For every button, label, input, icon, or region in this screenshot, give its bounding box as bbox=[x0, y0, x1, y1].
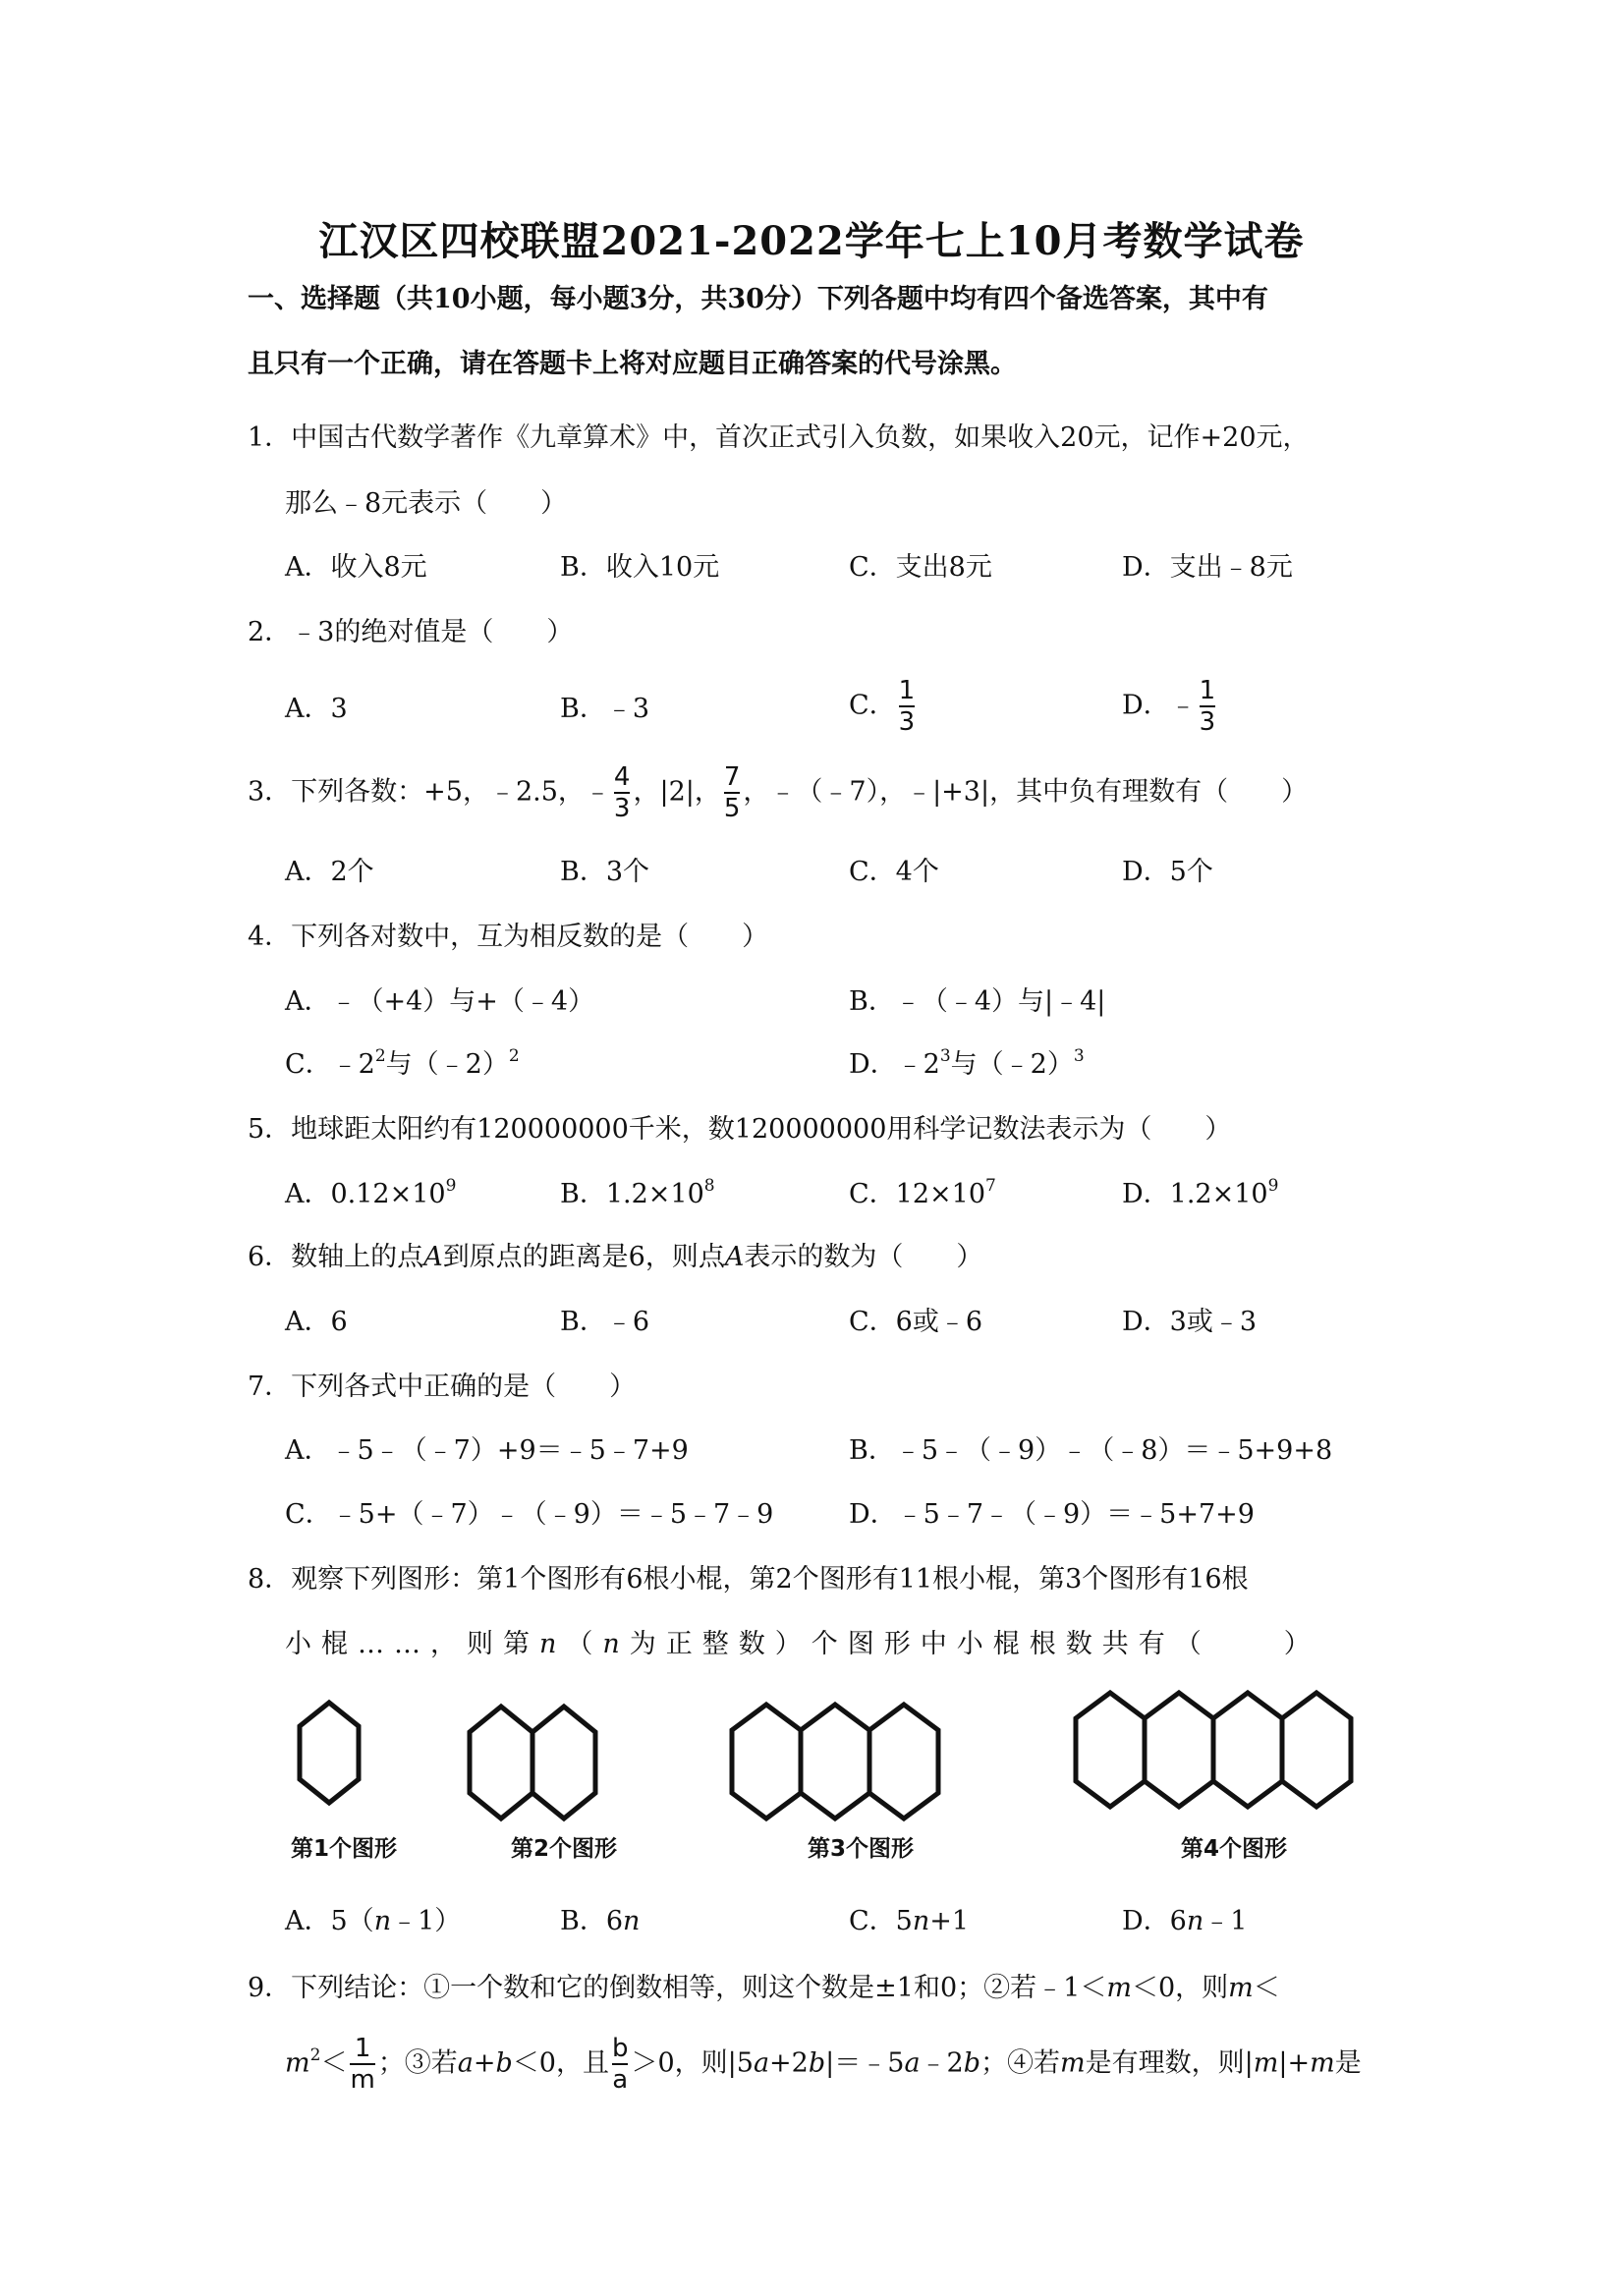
q3-fraction-4-3 bbox=[614, 764, 631, 821]
q9-line2-part6: ﹣2 bbox=[920, 2047, 964, 2079]
q8-var-n: n bbox=[623, 1906, 641, 1936]
q6-option-b: B．﹣6 bbox=[560, 1307, 650, 1337]
q9-var-m: m bbox=[285, 2047, 310, 2079]
q3-stem bbox=[248, 764, 1397, 821]
q3-fraction-7-5 bbox=[724, 764, 741, 821]
q8-var-n: n bbox=[539, 1629, 567, 1659]
q3-option-b: B．3个 bbox=[560, 857, 650, 887]
exponent: 9 bbox=[1267, 1176, 1279, 1196]
exponent: 2 bbox=[309, 2044, 321, 2065]
fraction-numerator: 7 bbox=[723, 762, 741, 792]
q9-line2-part8: 是有理数，则| bbox=[1085, 2047, 1254, 2079]
q8-option-b-part1: B．6 bbox=[560, 1906, 624, 1936]
q7-stem: 7．下列各式中正确的是（ ） bbox=[248, 1372, 637, 1402]
figure-1-hexagons bbox=[300, 1703, 359, 1803]
q6-stem bbox=[248, 1242, 1397, 1273]
q4-option-d-part1: D．﹣2 bbox=[849, 1049, 940, 1080]
q5-option-a bbox=[285, 1176, 457, 1210]
q1-option-d: D．支出﹣8元 bbox=[1122, 552, 1293, 583]
exponent: 3 bbox=[1073, 1046, 1085, 1066]
fraction-numerator: b bbox=[611, 2034, 629, 2063]
hexagon bbox=[869, 1705, 938, 1819]
q2-option-c-fraction bbox=[899, 678, 916, 735]
figure-2-hexagons bbox=[470, 1707, 595, 1819]
q8-option-d-part2: ﹣1 bbox=[1203, 1906, 1248, 1936]
q9-var-m: m bbox=[1228, 1973, 1254, 2003]
q8-option-c-part2: +1 bbox=[929, 1906, 970, 1936]
q8-option-d bbox=[1122, 1906, 1247, 1937]
hexagon bbox=[532, 1707, 595, 1819]
fraction-numerator: 1 bbox=[1199, 676, 1216, 705]
q8-var-n: n bbox=[373, 1906, 392, 1936]
q9-line2-part10: 是 bbox=[1334, 2047, 1362, 2079]
q5-option-b bbox=[560, 1176, 715, 1210]
q2-option-d bbox=[1122, 678, 1218, 735]
q9-fraction-1-m bbox=[350, 2036, 374, 2093]
q9-line2-part1: ；③若 bbox=[377, 2047, 458, 2079]
q2-option-d-fraction bbox=[1200, 678, 1216, 735]
figure-3-label: 第3个图形 bbox=[808, 1836, 915, 1862]
q6-var-a: A bbox=[423, 1242, 443, 1272]
q8-option-a-part2: ﹣1） bbox=[391, 1906, 462, 1936]
figure-4-hexagons bbox=[1076, 1693, 1351, 1807]
q9-var-m: m bbox=[1060, 2047, 1086, 2079]
exponent: 9 bbox=[445, 1176, 457, 1196]
hexagon bbox=[732, 1705, 801, 1819]
exponent: 2 bbox=[508, 1046, 520, 1066]
q9-stem-line1 bbox=[248, 1973, 1397, 2004]
exponent: 7 bbox=[985, 1176, 996, 1196]
q2-option-a: A．3 bbox=[285, 694, 348, 724]
q5-option-d bbox=[1122, 1176, 1279, 1210]
q8-line2-part1: 小棍……，则第 bbox=[285, 1629, 539, 1659]
fraction-numerator: 1 bbox=[354, 2034, 371, 2063]
q9-var-a: a bbox=[904, 2047, 921, 2079]
q7-option-c: C．﹣5+（﹣7）﹣（﹣9）＝﹣5﹣7﹣9 bbox=[285, 1499, 774, 1530]
exponent: 3 bbox=[939, 1046, 951, 1066]
figure-1-label: 第1个图形 bbox=[291, 1836, 398, 1862]
q9-line2-part7: ；④若 bbox=[980, 2047, 1061, 2079]
fraction-denominator: a bbox=[612, 2065, 629, 2095]
fraction-denominator: 5 bbox=[723, 794, 741, 823]
q8-option-a bbox=[285, 1906, 461, 1937]
q9-line2-part3: ＞0，则|5 bbox=[631, 2047, 754, 2079]
q9-var-m: m bbox=[1310, 2047, 1335, 2079]
q4-option-c-part1: C．﹣2 bbox=[285, 1049, 375, 1080]
figure-4-label: 第4个图形 bbox=[1181, 1836, 1288, 1862]
q9-var-m: m bbox=[1253, 2047, 1279, 2079]
q8-option-b bbox=[560, 1906, 640, 1937]
q9-line1-part1: 9．下列结论：①一个数和它的倒数相等，则这个数是±1和0；②若﹣1＜ bbox=[248, 1973, 1107, 2003]
q8-hexagon-figures bbox=[285, 1685, 1425, 1881]
section1-line1: 一、选择题（共10小题，每小题3分，共30分）下列各题中均有四个备选答案，其中有 bbox=[248, 284, 1268, 314]
q8-line2-part2: （ bbox=[566, 1629, 603, 1659]
fraction-numerator: 1 bbox=[898, 676, 916, 705]
q8-option-c-part1: C．5 bbox=[849, 1906, 913, 1936]
fraction-denominator: m bbox=[350, 2065, 375, 2095]
q8-option-c bbox=[849, 1906, 969, 1937]
q3-option-c: C．4个 bbox=[849, 857, 939, 887]
q4-stem: 4．下列各对数中，互为相反数的是（ ） bbox=[248, 922, 769, 952]
q6-part2: 到原点的距离是6，则点 bbox=[442, 1242, 725, 1272]
q7-option-a: A．﹣5﹣（﹣7）+9＝﹣5﹣7+9 bbox=[285, 1435, 689, 1466]
q6-option-d: D．3或﹣3 bbox=[1122, 1307, 1258, 1337]
q6-option-c: C．6或﹣6 bbox=[849, 1307, 983, 1337]
q2-option-c-prefix: C． bbox=[849, 690, 896, 721]
fraction-numerator: 4 bbox=[613, 762, 631, 792]
q8-stem-line2 bbox=[285, 1629, 1395, 1660]
hexagon bbox=[300, 1703, 359, 1803]
q5-option-b-base: B．1.2×10 bbox=[560, 1179, 704, 1209]
hexagon bbox=[801, 1705, 869, 1819]
hexagon bbox=[1076, 1693, 1145, 1807]
q9-fraction-b-a bbox=[612, 2036, 629, 2093]
q7-option-d: D．﹣5﹣7﹣（﹣9）＝﹣5+7+9 bbox=[849, 1499, 1255, 1530]
q9-line2-part2: ＜0，且 bbox=[512, 2047, 609, 2079]
q2-stem: 2．﹣3的绝对值是（ ） bbox=[248, 617, 574, 647]
q2-option-b: B．﹣3 bbox=[560, 694, 650, 724]
q6-var-a: A bbox=[724, 1242, 745, 1272]
hexagon bbox=[1145, 1693, 1213, 1807]
exponent: 8 bbox=[703, 1176, 715, 1196]
q4-option-d bbox=[849, 1046, 1085, 1081]
q1-option-a: A．收入8元 bbox=[285, 552, 427, 583]
q8-option-a-part1: A．5（ bbox=[285, 1906, 374, 1936]
q8-line2-part3: 为正整数）个图形中小棍根数共有（ ） bbox=[629, 1629, 1320, 1659]
fraction-denominator: 3 bbox=[613, 794, 631, 823]
q2-option-c bbox=[849, 678, 918, 735]
q9-line1-part3: ＜ bbox=[1253, 1973, 1280, 2003]
q9-var-m: m bbox=[1106, 1973, 1132, 2003]
q8-stem-line1: 8．观察下列图形：第1个图形有6根小棍，第2个图形有11根小棍，第3个图形有16根 bbox=[248, 1564, 1249, 1595]
q8-var-n: n bbox=[1186, 1906, 1204, 1936]
section1-line2: 且只有一个正确，请在答题卡上将对应题目正确答案的代号涂黑。 bbox=[248, 349, 1017, 379]
q3-option-a: A．2个 bbox=[285, 857, 374, 887]
q6-part3: 表示的数为（ ） bbox=[744, 1242, 983, 1272]
q5-option-c-base: C．12×10 bbox=[849, 1179, 985, 1209]
q8-var-n: n bbox=[602, 1629, 630, 1659]
q9-a-plus-b: a+b bbox=[457, 2047, 513, 2079]
q4-option-c-part2: 与（﹣2） bbox=[385, 1049, 509, 1080]
q9-line2-part9: |+ bbox=[1278, 2047, 1311, 2079]
q9-var-b: b bbox=[808, 2047, 826, 2079]
q4-option-a: A．﹣（+4）与+（﹣4） bbox=[285, 986, 595, 1017]
hexagon bbox=[1282, 1693, 1351, 1807]
q5-option-a-base: A．0.12×10 bbox=[285, 1179, 446, 1209]
fraction-denominator: 3 bbox=[1199, 707, 1216, 737]
q7-option-b: B．﹣5﹣（﹣9）﹣（﹣8）＝﹣5+9+8 bbox=[849, 1435, 1333, 1466]
q3-part2: ，|2|， bbox=[633, 776, 721, 808]
q2-option-d-prefix: D．﹣ bbox=[1122, 690, 1197, 721]
hexagon bbox=[1213, 1693, 1282, 1807]
q9-line2-part5: |＝﹣5 bbox=[825, 2047, 905, 2079]
q1-option-b: B．收入10元 bbox=[560, 552, 720, 583]
q9-stem-line2 bbox=[285, 2036, 1395, 2093]
q3-part1: 3．下列各数：+5，﹣2.5，﹣ bbox=[248, 776, 611, 808]
q4-option-d-part2: 与（﹣2） bbox=[950, 1049, 1074, 1080]
page-title: 江汉区四校联盟2021-2022学年七上10月考数学试卷 bbox=[318, 218, 1305, 264]
q9-var-b: b bbox=[963, 2047, 981, 2079]
q9-less-than: ＜ bbox=[320, 2047, 348, 2079]
q9-var-a: a bbox=[753, 2047, 770, 2079]
q5-option-d-base: D．1.2×10 bbox=[1122, 1179, 1268, 1209]
q9-line2-part4: +2 bbox=[769, 2047, 809, 2079]
q6-option-a: A．6 bbox=[285, 1307, 348, 1337]
q1-option-c: C．支出8元 bbox=[849, 552, 992, 583]
figure-3-hexagons bbox=[732, 1705, 938, 1819]
q3-option-d: D．5个 bbox=[1122, 857, 1213, 887]
q6-part1: 6．数轴上的点 bbox=[248, 1242, 424, 1272]
q8-option-d-part1: D．6 bbox=[1122, 1906, 1187, 1936]
q5-stem: 5．地球距太阳约有120000000千米，数120000000用科学记数法表示为（ ） bbox=[248, 1114, 1232, 1145]
q9-line1-part2: ＜0，则 bbox=[1131, 1973, 1229, 2003]
q3-part3: ，﹣（﹣7），﹣|+3|，其中负有理数有（ ） bbox=[743, 776, 1309, 808]
q4-option-c bbox=[285, 1046, 520, 1081]
q1-stem-line1: 1．中国古代数学著作《九章算术》中，首次正式引入负数，如果收入20元，记作+20元， bbox=[248, 422, 1310, 453]
exponent: 2 bbox=[374, 1046, 386, 1066]
q1-stem-line2: 那么﹣8元表示（ ） bbox=[285, 488, 568, 519]
fraction-denominator: 3 bbox=[898, 707, 916, 737]
figure-2-label: 第2个图形 bbox=[511, 1836, 618, 1862]
hexagon bbox=[470, 1707, 532, 1819]
q4-option-b: B．﹣（﹣4）与|﹣4| bbox=[849, 986, 1106, 1017]
q5-option-c bbox=[849, 1176, 996, 1210]
q8-var-n: n bbox=[912, 1906, 930, 1936]
